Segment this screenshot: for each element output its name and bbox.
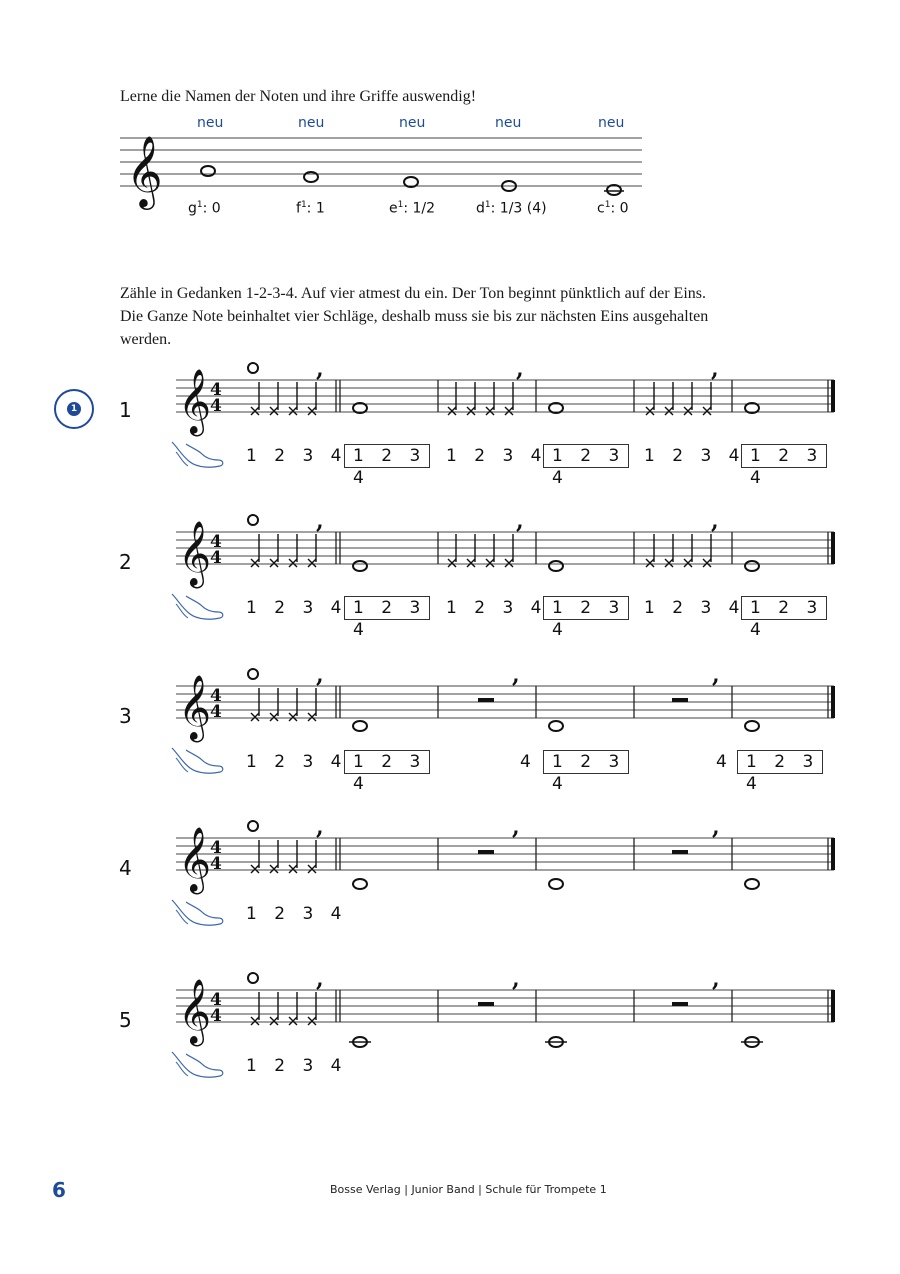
count-box: 1 2 3 4 [344, 750, 430, 774]
count-inhale: 4 [716, 752, 727, 772]
breath-mark-icon: , [512, 970, 520, 992]
whole-note [745, 879, 759, 889]
whole-note [549, 721, 563, 731]
staff-lines [176, 686, 834, 718]
time-signature: 4 [210, 702, 222, 722]
final-barline [831, 380, 835, 412]
rhythm-slashes [448, 534, 513, 567]
new-note-label: neu [495, 115, 522, 131]
whole-note [549, 879, 563, 889]
time-signature: 4 [210, 838, 222, 858]
time-signature: 4 [210, 1006, 222, 1026]
count-beats: 1 2 3 4 [246, 1056, 348, 1076]
time-signature: 4 [210, 686, 222, 706]
new-note-label: neu [197, 115, 224, 131]
breath-mark-icon: , [712, 970, 720, 992]
time-signature: 4 [210, 396, 222, 416]
whole-note [549, 561, 563, 571]
new-note-label: neu [598, 115, 625, 131]
whole-note-symbol [248, 821, 258, 831]
count-box: 1 2 3 4 [543, 596, 629, 620]
note-name-g1: $g^1$: 0 [188, 200, 221, 217]
paragraph-line: Die Ganze Note beinhaltet vier Schläge, deshalb muss sie bis zur nächsten Eins ausgehalten [120, 308, 709, 325]
whole-rest [478, 698, 494, 702]
count-box: 1 2 3 4 [737, 750, 823, 774]
exercise-number: 3 [119, 704, 132, 728]
whole-note [353, 879, 367, 889]
whole-note [353, 561, 367, 571]
breath-mark-icon: , [512, 818, 520, 840]
rhythm-slashes [646, 382, 711, 415]
breath-mark-icon: , [712, 818, 720, 840]
new-note-label: neu [399, 115, 426, 131]
new-note-label: neu [298, 115, 325, 131]
whole-rest [672, 698, 688, 702]
paragraph-line: werden. [120, 331, 172, 348]
count-inhale: 4 [520, 752, 531, 772]
staff-lines [176, 838, 834, 870]
rhythm-slashes [448, 382, 513, 415]
count-beats: 1 2 3 4 [246, 446, 348, 466]
whole-note [353, 721, 367, 731]
exercise-staff [0, 970, 900, 1060]
whole-rest [672, 850, 688, 854]
breath-mark-icon: , [316, 970, 324, 992]
exercise-staff [0, 666, 900, 756]
final-barline [831, 838, 835, 870]
final-barline [831, 990, 835, 1022]
count-box: 1 2 3 4 [741, 596, 827, 620]
staff-lines [176, 990, 834, 1022]
breath-mark-icon: , [316, 512, 324, 534]
breath-mark-icon: , [711, 360, 719, 382]
paragraph-line: Zähle in Gedanken 1-2-3-4. Auf vier atmest du ein. Der Ton beginnt pünktlich auf der Eins. [120, 285, 706, 302]
foot-tap-icon [168, 896, 228, 930]
breath-mark-icon: , [711, 512, 719, 534]
foot-tap-icon [168, 744, 228, 778]
breath-mark-icon: , [712, 666, 720, 688]
final-barline [831, 532, 835, 564]
rhythm-slashes [251, 688, 316, 721]
exercise-number: 1 [119, 398, 132, 422]
count-beats: 1 2 3 4 [446, 598, 548, 618]
footer-publisher: Bosse Verlag | Junior Band | Schule für Trompete 1 [330, 1183, 607, 1196]
whole-note-symbol [248, 973, 258, 983]
breath-mark-icon: , [512, 666, 520, 688]
treble-clef-icon: 𝄞 [178, 827, 212, 892]
track-number: 1 [67, 402, 81, 416]
final-barline [831, 686, 835, 718]
note-name-e1: $e^1$: 1/2 [389, 200, 436, 217]
rhythm-slashes [251, 382, 316, 415]
whole-note-symbol [248, 669, 258, 679]
whole-note [745, 721, 759, 731]
rhythm-slashes [251, 840, 316, 873]
exercise-number: 4 [119, 856, 132, 880]
count-box: 1 2 3 4 [543, 750, 629, 774]
foot-tap-icon [168, 590, 228, 624]
count-beats: 1 2 3 4 [246, 904, 348, 924]
foot-tap-icon [168, 1048, 228, 1082]
rhythm-slashes [646, 534, 711, 567]
counting-instructions [120, 282, 820, 351]
count-beats: 1 2 3 4 [246, 598, 348, 618]
exercise-staff [0, 360, 900, 450]
intro-instruction: Lerne die Namen der Noten und ihre Griffe auswendig! [120, 88, 477, 105]
count-beats: 1 2 3 4 [246, 752, 348, 772]
count-box: 1 2 3 4 [543, 444, 629, 468]
note-name-f1: $f^1$: 1 [296, 200, 325, 217]
breath-mark-icon: , [516, 360, 524, 382]
rhythm-slashes [251, 534, 316, 567]
note-name-c1: $c^1$: 0 [597, 200, 629, 217]
time-signature: 4 [210, 532, 222, 552]
whole-rest [672, 1002, 688, 1006]
count-box: 1 2 3 4 [344, 444, 430, 468]
count-beats: 1 2 3 4 [644, 598, 746, 618]
exercise-staff [0, 512, 900, 602]
whole-note [745, 561, 759, 571]
whole-note-symbol [248, 363, 258, 373]
rhythm-slashes [251, 992, 316, 1025]
treble-clef-icon: 𝄞 [178, 979, 212, 1044]
count-beats: 1 2 3 4 [644, 446, 746, 466]
breath-mark-icon: , [316, 666, 324, 688]
treble-clef-icon: 𝄞 [178, 675, 212, 740]
whole-note-symbol [248, 515, 258, 525]
treble-clef-icon: 𝄞 [178, 369, 212, 434]
whole-rest [478, 1002, 494, 1006]
time-signature: 4 [210, 990, 222, 1010]
time-signature: 4 [210, 548, 222, 568]
treble-clef-icon: 𝄞 [178, 521, 212, 586]
foot-tap-icon [168, 438, 228, 472]
whole-rest [478, 850, 494, 854]
count-beats: 1 2 3 4 [446, 446, 548, 466]
time-signature: 4 [210, 854, 222, 874]
time-signature: 4 [210, 380, 222, 400]
treble-clef-icon: 𝄞 [126, 134, 163, 207]
count-box: 1 2 3 4 [344, 596, 430, 620]
note-name-d1: $d^1$: 1/3 (4) [476, 200, 547, 217]
exercise-staff [0, 818, 900, 908]
page-number: 6 [52, 1178, 66, 1202]
exercise-number: 2 [119, 550, 132, 574]
exercise-number: 5 [119, 1008, 132, 1032]
count-box: 1 2 3 4 [741, 444, 827, 468]
breath-mark-icon: , [516, 512, 524, 534]
breath-mark-icon: , [316, 360, 324, 382]
breath-mark-icon: , [316, 818, 324, 840]
